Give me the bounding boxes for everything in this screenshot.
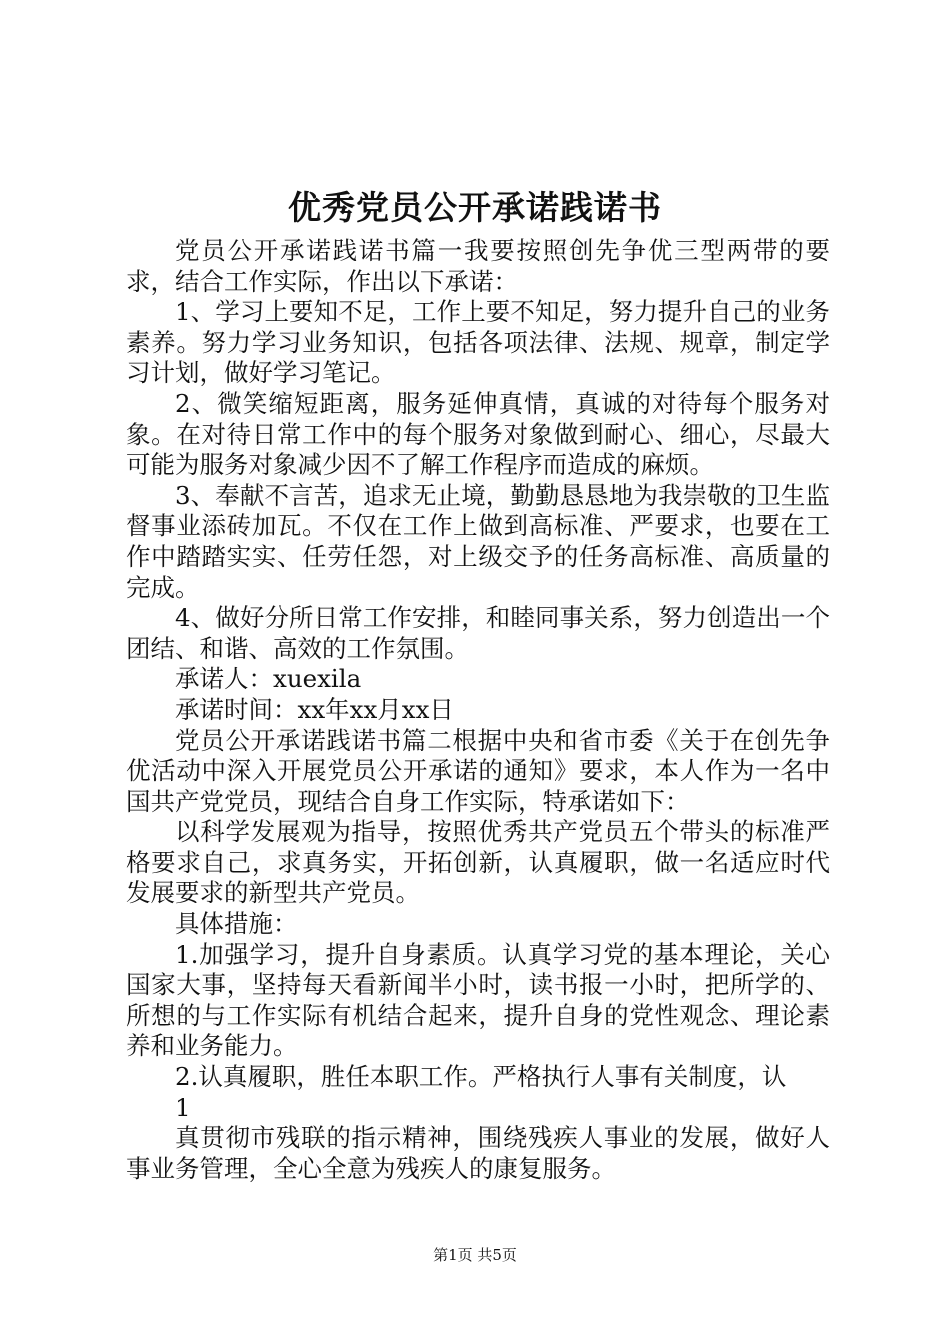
promisor-line: 承诺人：xuexila xyxy=(175,664,362,694)
paragraph: 以科学发展观为指导，按照优秀共产党员五个带头的标准严格要求自己，求真务实，开拓创新，认真履职，做一名适应时代发展要求的新型共产党员。 xyxy=(126,817,830,908)
paragraph: 1、学习上要知不足，工作上要不知足，努力提升自己的业务素养。努力学习业务知识，包括各项法律、法规、规章，制定学习计划，做好学习笔记。 xyxy=(126,297,830,388)
promise-date-line: 承诺时间：xx年xx月xx日 xyxy=(175,694,454,724)
paragraph: 3、奉献不言苦，追求无止境，勤勤恳恳地为我崇敬的卫生监督事业添砖加瓦。不仅在工作上做到高标准、严要求，也要在工作中踏踏实实、任劳任怨，对上级交予的任务高标准、高质量的完成。 xyxy=(126,480,830,602)
paragraph: 1.加强学习，提升自身素质。认真学习党的基本理论，关心国家大事，坚持每天看新闻半小时，读书报一小时，把所学的、所想的与工作实际有机结合起来，提升自身的党性观念、理论素养和业务能力。 xyxy=(126,939,830,1061)
paragraph: 党员公开承诺践诺书篇二根据中央和省市委《关于在创先争优活动中深入开展党员公开承诺的通知》要求，本人作为一名中国共产党党员，现结合自身工作实际，特承诺如下： xyxy=(126,725,830,816)
paragraph: 真贯彻市残联的指示精神，围绕残疾人事业的发展，做好人事业务管理，全心全意为残疾人的康复服务。 xyxy=(126,1123,830,1183)
paragraph: 4、做好分所日常工作安排，和睦同事关系，努力创造出一个团结、和谐、高效的工作氛围。 xyxy=(126,603,830,663)
paragraph: 党员公开承诺践诺书篇一我要按照创先争优三型两带的要求，结合工作实际，作出以下承诺： xyxy=(126,236,830,296)
page-marker: 1 xyxy=(175,1092,191,1122)
paragraph: 2.认真履职，胜任本职工作。严格执行人事有关制度，认 xyxy=(175,1062,787,1092)
document-body xyxy=(126,236,830,1184)
section-heading: 具体措施： xyxy=(175,909,298,939)
page-footer: 第1页 共5页 xyxy=(433,1246,517,1264)
document-title: 优秀党员公开承诺践诺书 xyxy=(288,188,662,227)
paragraph: 2、微笑缩短距离，服务延伸真情，真诚的对待每个服务对象。在对待日常工作中的每个服务对象做到耐心、细心，尽最大可能为服务对象减少因不了解工作程序而造成的麻烦。 xyxy=(126,388,830,480)
